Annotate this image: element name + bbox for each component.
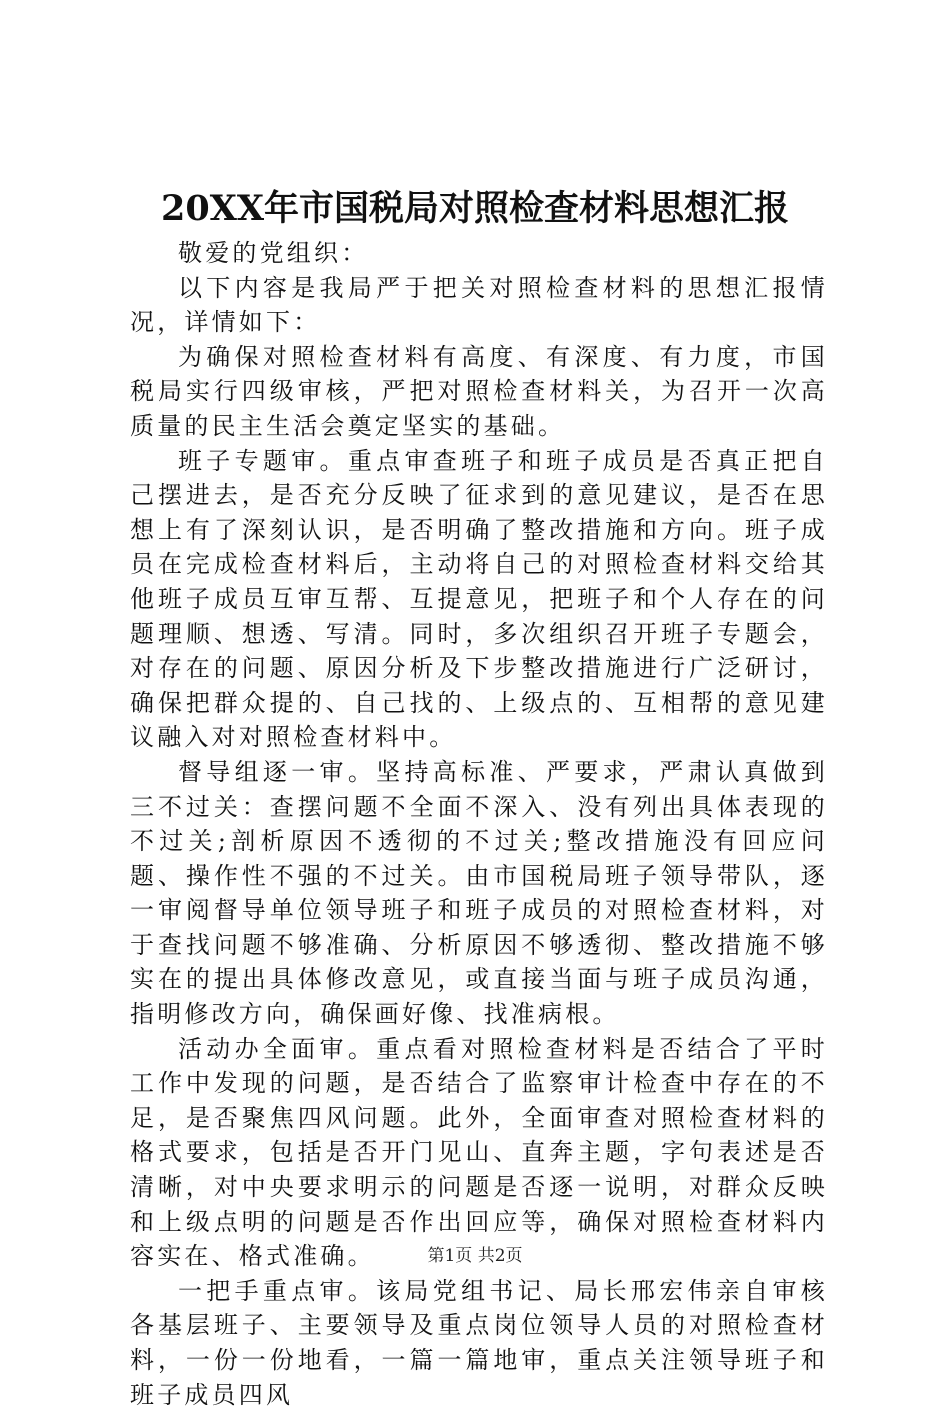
paragraph-intro: 以下内容是我局严于把关对照检查材料的思想汇报情况，详情如下：: [130, 273, 828, 337]
document-title: 20XX年市国税局对照检查材料思想汇报: [160, 188, 790, 229]
paragraph-overview: 为确保对照检查材料有高度、有深度、有力度，市国税局实行四级审核，严把对照检查材料关，为召开一次高质量的民主生活会奠定坚实的基础。: [130, 342, 828, 440]
paragraph-salutation: 敬爱的党组织：: [178, 239, 369, 267]
paragraph-office-review: 活动办全面审。重点看对照检查材料是否结合了平时工作中发现的问题，是否结合了监察审计检查中存在的不足，是否聚焦四风问题。此外，全面审查对照检查材料的格式要求，包括是否开门见山、直奔主题，字句表述是否清晰，对中央要求明示的问题是否逐一说明，对群众反映和上级点明的问题是否作出回应等，确保对照检查材料内容实在、格式准确。: [130, 1034, 828, 1271]
paragraph-supervision-review: 督导组逐一审。坚持高标准、严要求，严肃认真做到三不过关：查摆问题不全面不深入、没有列出具体表现的不过关;剖析原因不透彻的不过关;整改措施没有回应问题、操作性不强的不过关。由市国税局班子领导带队，逐一审阅督导单位领导班子和班子成员的对照检查材料，对于查找问题不够准确、分析原因不够透彻、整改措施不够实在的提出具体修改意见，或直接当面与班子成员沟通，指明修改方向，确保画好像、找准病根。: [130, 757, 828, 1029]
paragraph-team-review: 班子专题审。重点审查班子和班子成员是否真正把自己摆进去，是否充分反映了征求到的意见建议，是否在思想上有了深刻认识，是否明确了整改措施和方向。班子成员在完成检查材料后，主动将自己的对照检查材料交给其他班子成员互审互帮、互提意见，把班子和个人存在的问题理顺、想透、写清。同时，多次组织召开班子专题会，对存在的问题、原因分析及下步整改措施进行广泛研讨，确保把群众提的、自己找的、上级点的、互相帮的意见建议融入对对照检查材料中。: [130, 446, 828, 752]
paragraph-leader-review: 一把手重点审。该局党组书记、局长邢宏伟亲自审核各基层班子、主要领导及重点岗位领导人员的对照检查材料，一份一份地看，一篇一篇地审，重点关注领导班子和班子成员四风: [130, 1276, 828, 1409]
page-footer: 第1页 共2页: [427, 1246, 523, 1266]
document-body: [130, 236, 828, 1412]
